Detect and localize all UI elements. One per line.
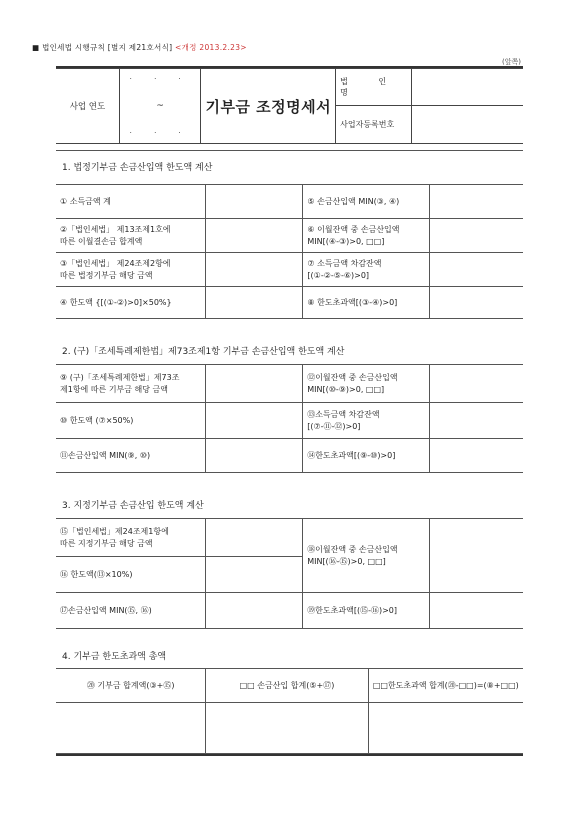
section1-row1-label: ① 소득금액 계	[56, 185, 206, 219]
section1-row4-right-value[interactable]	[429, 287, 523, 319]
section1-row3-value[interactable]	[206, 253, 303, 287]
section3-row3-value[interactable]	[205, 593, 302, 629]
section1-row2-right-value[interactable]	[429, 219, 523, 253]
period-start-dots: · · ·	[129, 75, 191, 83]
form-header	[32, 42, 247, 53]
deductible-sum-value[interactable]	[206, 703, 368, 754]
form-title: 기부금 조정명세서	[201, 69, 336, 144]
section2-row1-label: ⑨ (구)「조세특례제한법」제73조 제1항에 따른 기부금 해당 금액	[56, 365, 205, 403]
section2-row2-right-value[interactable]	[429, 403, 523, 439]
period-end-dots: · · ·	[129, 129, 191, 137]
frame-bottom-line	[56, 754, 523, 756]
section3-excess-label: ⑲한도초과액[(⑮-⑯)>0]	[303, 593, 429, 629]
period-separator: ~	[156, 101, 164, 111]
section1-row4-value[interactable]	[206, 287, 303, 319]
section3-excess-value[interactable]	[429, 593, 523, 629]
section2-row2-value[interactable]	[205, 403, 302, 439]
section2-row2-label: ⑩ 한도액 (⑦×50%)	[56, 403, 205, 439]
section1-row2-right-label: ⑥ 이월잔액 중 손금산입액 MIN[(④-③)>0, □□]	[303, 219, 429, 253]
section2-row3-right-value[interactable]	[429, 439, 523, 473]
business-year-label: 사업 연도	[56, 69, 119, 144]
section2-row2-right-label: ⑬소득금액 차감잔액 [(⑦-⑪-⑫)>0]	[303, 403, 429, 439]
deductible-sum-header: □□ 손금산입 합계(⑤+⑰)	[206, 669, 368, 703]
section1-row2-label: ②「법인세법」 제13조제1호에 따른 이월결손금 합계액	[56, 219, 206, 253]
total-donation-header: ⑳ 기부금 합계액(③+⑮)	[56, 669, 206, 703]
section3-carryover-value[interactable]	[429, 519, 523, 593]
section2-row1-right-value[interactable]	[429, 365, 523, 403]
section2-row3-label: ⑪손금산입액 MIN(⑨, ⑩)	[56, 439, 205, 473]
section1-row4-right-label: ⑧ 한도초과액[(③-④)>0]	[303, 287, 429, 319]
section1-row1-value[interactable]	[206, 185, 303, 219]
section3-row3-label: ⑰손금산입액 MIN(⑮, ⑯)	[56, 593, 205, 629]
corp-name-label: 법 인 명	[336, 69, 412, 106]
section1-row1-right-label: ⑤ 손금산입액 MIN(③, ④)	[303, 185, 429, 219]
section2-row3-right-label: ⑭한도초과액[(⑨-⑩)>0]	[303, 439, 429, 473]
section3-row1-value[interactable]	[205, 519, 302, 557]
excess-sum-header: □□한도초과액 합계(⑳-□□)=(⑧+□□)	[368, 669, 523, 703]
section2-title: 2. (구)「조세특례제한법」제73조제1항 기부금 손금산입액 한도액 계산	[62, 347, 345, 357]
section3-row1-label: ⑮「법인세법」제24조제1항에 따른 지정기부금 해당 금액	[56, 519, 205, 557]
revision-text: <개정 2013.2.23>	[175, 43, 247, 52]
excess-sum-value[interactable]	[368, 703, 523, 754]
biz-reg-field[interactable]	[412, 106, 523, 144]
section2-grid	[56, 364, 523, 473]
section3-row2-label: ⑯ 한도액(⑬×10%)	[56, 557, 205, 593]
section1-row3-right-label: ⑦ 소득금액 차감잔액 [(①-②-⑤-⑥)>0]	[303, 253, 429, 287]
regulation-text: ■ 법인세법 시행규칙 [별지 제21호서식]	[32, 43, 173, 52]
section1-row4-label: ④ 한도액 {[(①-②)>0]×50%}	[56, 287, 206, 319]
section3-title: 3. 지정기부금 손금산입 한도액 계산	[62, 501, 204, 511]
section1-title: 1. 법정기부금 손금산입액 한도액 계산	[62, 163, 213, 173]
business-period-field[interactable]	[119, 69, 201, 144]
corp-name-field[interactable]	[412, 69, 523, 106]
section2-row1-value[interactable]	[205, 365, 302, 403]
section3-carryover-label: ⑱이월잔액 중 손금산입액 MIN[(⑯-⑮)>0, □□]	[303, 519, 429, 593]
section2-row3-value[interactable]	[205, 439, 302, 473]
biz-reg-label: 사업자등록번호	[336, 106, 412, 144]
section1-grid	[56, 184, 523, 319]
title-block	[56, 68, 523, 144]
section1-row3-right-value[interactable]	[429, 253, 523, 287]
section1-row2-value[interactable]	[206, 219, 303, 253]
section4-title: 4. 기부금 한도초과액 총액	[62, 652, 167, 662]
section1-top-line	[56, 150, 523, 151]
total-donation-value[interactable]	[56, 703, 206, 754]
section3-row2-value[interactable]	[205, 557, 302, 593]
section3-grid	[56, 518, 523, 629]
page-indicator: (앞쪽)	[502, 58, 521, 66]
section1-row3-label: ③「법인세법」 제24조제2항에 따른 법정기부금 해당 금액	[56, 253, 206, 287]
form-sheet	[56, 66, 523, 756]
section2-row1-right-label: ⑫이월잔액 중 손금산입액 MIN[(⑩-⑨)>0, □□]	[303, 365, 429, 403]
section1-row1-right-value[interactable]	[429, 185, 523, 219]
section4-grid	[56, 668, 523, 754]
